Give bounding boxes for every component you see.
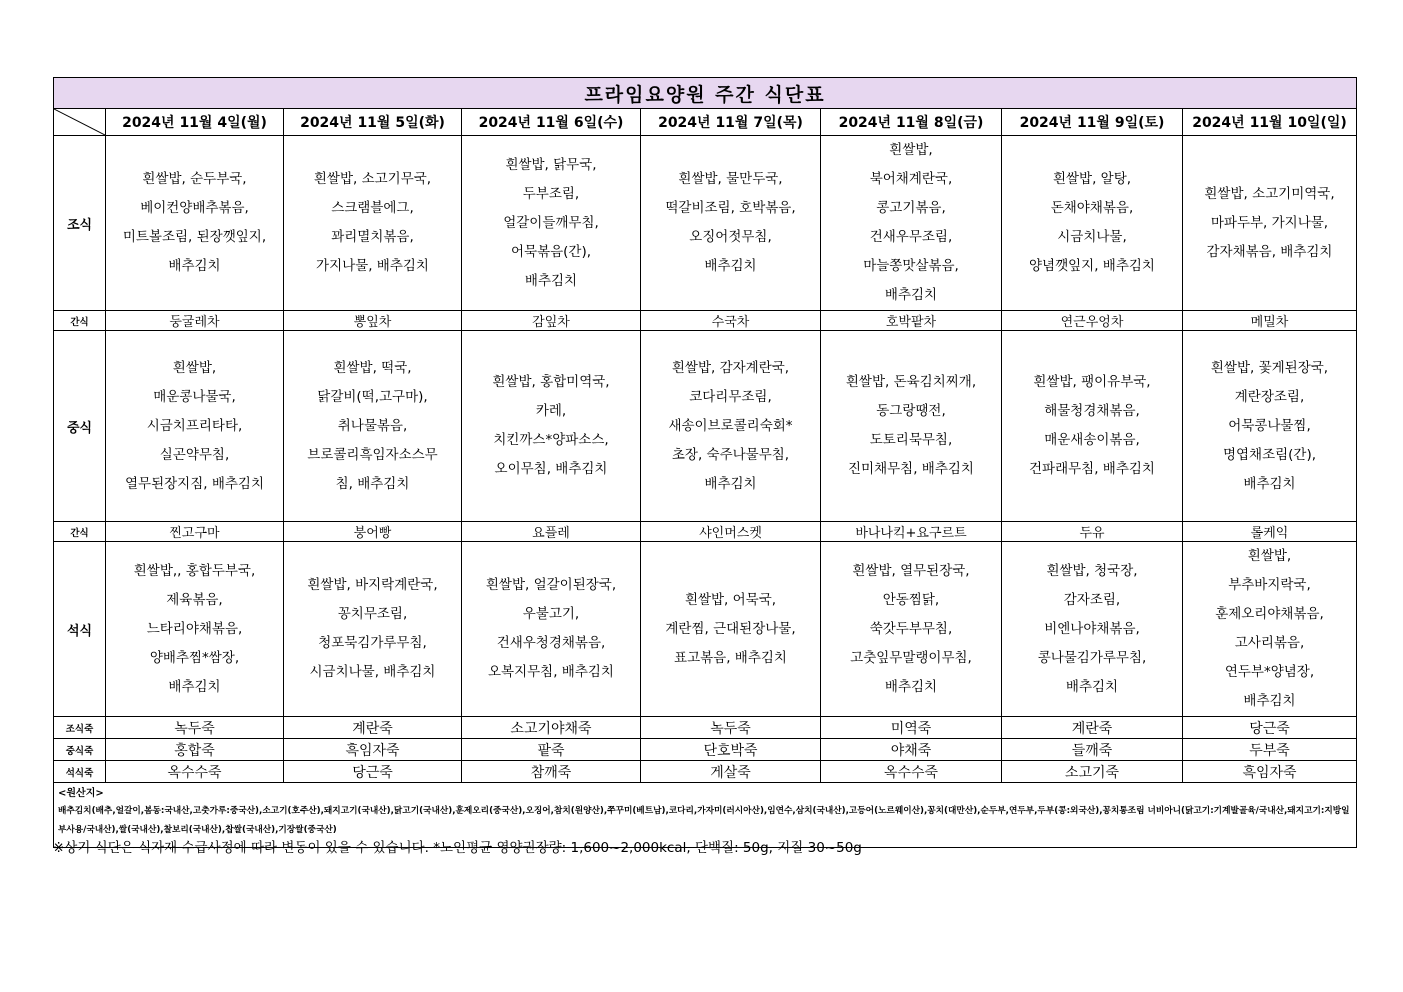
snack1-row [54, 311, 1357, 331]
menu-cell: 녹두죽 [106, 717, 284, 739]
menu-line: 매운콩나물국, [153, 388, 236, 405]
menu-line: 우불고기, [522, 606, 580, 622]
menu-line: 흰쌀밥,, 홍합두부국, [133, 562, 256, 579]
menu-cell: 녹두죽 [641, 717, 821, 739]
menu-line: 건새우무조림, [869, 229, 953, 245]
menu-cell: 두유 [1002, 522, 1183, 542]
menu-line: 흰쌀밥, 열무된장국, [852, 562, 970, 579]
menu-line: 배추김치 [1065, 678, 1119, 695]
menu-line: 베이컨양배추볶음, [140, 200, 249, 216]
menu-line: 닭갈비(떡,고구마), [317, 388, 428, 405]
menu-line: 마늘쫑맛살볶음, [863, 258, 959, 274]
menu-line: 침, 배추김치 [335, 475, 410, 492]
menu-line: 실곤약무침, [159, 446, 230, 463]
menu-line: 연두부*양념장, [1224, 664, 1315, 680]
menu-line: 청포묵김가루무침, [318, 635, 427, 651]
menu-line: 마파두부, 가지나물, [1210, 214, 1329, 231]
menu-line: 계란찜, 근대된장나물, [665, 620, 796, 637]
day-header: 2024년 11월 8일(금) [821, 109, 1002, 136]
menu-line: 어묵볶음(간), [510, 243, 592, 260]
menu-line: 흰쌀밥, 알탕, [1052, 171, 1132, 187]
menu-line: 치킨까스*양파소스, [493, 432, 609, 448]
menu-cell: 둥굴레차 [106, 311, 284, 331]
menu-cell [1002, 136, 1183, 311]
menu-line: 시금치나물, 배추김치 [309, 664, 436, 680]
menu-line: 흰쌀밥, 돈육김치찌개, [845, 374, 977, 390]
menu-cell: 메밀차 [1183, 311, 1357, 331]
menu-line: 초장, 숙주나물무침, [671, 446, 790, 463]
menu-line: 표고볶음, 배추김치 [674, 649, 787, 666]
menu-line: 고사리볶음, [1234, 635, 1305, 651]
menu-line: 양배추찜*쌈장, [149, 649, 240, 666]
corner-cell [54, 109, 106, 136]
menu-line: 가지나물, 배추김치 [316, 258, 429, 274]
menu-title: 프라임요양원 주간 식단표 [54, 78, 1357, 109]
menu-line: 건새우청경채볶음, [496, 635, 606, 651]
menu-cell: 미역죽 [821, 717, 1002, 739]
menu-line: 흰쌀밥, [172, 359, 217, 376]
menu-line: 계란장조림, [1234, 388, 1305, 405]
menu-cell: 붕어빵 [284, 522, 462, 542]
menu-line: 배추김치 [884, 287, 938, 303]
menu-line: 감자조림, [1063, 591, 1121, 608]
menu-line: 흰쌀밥, 팽이유부국, [1033, 374, 1151, 390]
menu-cell [641, 331, 821, 522]
row-label: 중식 [54, 331, 106, 522]
day-header: 2024년 11월 4일(월) [106, 109, 284, 136]
menu-line: 흰쌀밥, 닭무국, [505, 156, 597, 173]
menu-line: 배추김치 [168, 258, 221, 274]
row-label: 조식 [54, 136, 106, 311]
porridge-lunch-row [54, 739, 1357, 761]
menu-cell [284, 331, 462, 522]
menu-cell [1183, 331, 1357, 522]
menu-line: 얼갈이들깨무침, [503, 214, 599, 231]
day-header: 2024년 11월 9일(토) [1002, 109, 1183, 136]
menu-line: 흰쌀밥, 청국장, [1046, 562, 1138, 579]
menu-line: 열무된장지짐, 배추김치 [125, 475, 264, 492]
menu-cell: 감잎차 [462, 311, 641, 331]
menu-line: 흰쌀밥, 꽃게된장국, [1210, 359, 1329, 376]
footnote: ※상기 식단은 식자재 수급사정에 따라 변동이 있을 수 있습니다. *노인평균 영양권장량: 1,600~2,000kcal, 단백질: 50g, 지질 30~50g [53, 840, 862, 856]
row-label: 간식 [54, 311, 106, 331]
menu-cell: 팥죽 [462, 739, 641, 761]
menu-line: 떡갈비조림, 호박볶음, [665, 200, 796, 216]
menu-line: 흰쌀밥, 바지락계란국, [307, 577, 438, 593]
menu-cell [284, 136, 462, 311]
menu-cell [106, 136, 284, 311]
menu-line: 안동찜닭, [882, 591, 940, 608]
menu-cell: 호박팥차 [821, 311, 1002, 331]
menu-cell: 계란죽 [284, 717, 462, 739]
menu-line: 흰쌀밥, 물만두국, [678, 171, 783, 187]
menu-line: 오복지무침, 배추김치 [488, 664, 614, 680]
menu-line: 돈채야채볶음, [1050, 200, 1134, 216]
menu-line: 도토리묵무침, [869, 432, 953, 448]
menu-line: 흰쌀밥, 떡국, [333, 359, 412, 376]
menu-cell [1183, 542, 1357, 717]
menu-line: 콩고기볶음, [876, 200, 946, 216]
menu-cell: 흑임자죽 [1183, 761, 1357, 783]
menu-cell: 당근죽 [1183, 717, 1357, 739]
menu-line: 배추김치 [1243, 693, 1296, 709]
menu-line: 고춧잎무말랭이무침, [850, 649, 972, 666]
menu-cell: 찐고구마 [106, 522, 284, 542]
menu-cell [821, 331, 1002, 522]
menu-cell: 참깨죽 [462, 761, 641, 783]
day-header: 2024년 11월 10일(일) [1183, 109, 1357, 136]
weekly-menu-table [53, 77, 1357, 848]
menu-line: 양념깻잎지, 배추김치 [1029, 258, 1155, 274]
menu-line: 배추김치 [704, 258, 757, 274]
menu-line: 흰쌀밥, 순두부국, [142, 171, 247, 187]
menu-cell [1002, 331, 1183, 522]
menu-line: 흰쌀밥, 감자계란국, [671, 359, 790, 376]
row-label: 석식죽 [54, 761, 106, 783]
origin-heading: <원산지> [58, 788, 104, 799]
menu-cell: 야채죽 [821, 739, 1002, 761]
menu-line: 시금치프리타타, [146, 417, 243, 434]
menu-cell [284, 542, 462, 717]
menu-line: 꽁치무조림, [337, 606, 408, 622]
menu-line: 흰쌀밥, [1247, 548, 1292, 564]
menu-cell [106, 331, 284, 522]
menu-line: 배추김치 [704, 475, 757, 492]
menu-cell [462, 331, 641, 522]
menu-cell [462, 136, 641, 311]
menu-cell [641, 136, 821, 311]
menu-cell: 옥수수죽 [106, 761, 284, 783]
menu-line: 흰쌀밥, 얼갈이된장국, [485, 577, 617, 593]
menu-line: 쑥갓두부무침, [869, 620, 953, 637]
menu-line: 매운새송이볶음, [1044, 432, 1140, 448]
menu-line: 꽈리멸치볶음, [331, 229, 414, 245]
menu-line: 배추김치 [524, 272, 578, 289]
menu-cell: 흑임자죽 [284, 739, 462, 761]
menu-line: 흰쌀밥, 소고기미역국, [1204, 185, 1335, 202]
menu-cell [1002, 542, 1183, 717]
menu-line: 제육볶음, [166, 591, 223, 608]
menu-line: 배추김치 [884, 678, 938, 695]
menu-line: 새송이브로콜리숙회* [668, 417, 793, 434]
breakfast-row [54, 136, 1357, 311]
menu-line: 시금치나물, [1057, 229, 1127, 245]
menu-cell: 단호박죽 [641, 739, 821, 761]
menu-cell: 게살죽 [641, 761, 821, 783]
row-label: 간식 [54, 522, 106, 542]
origin-text: 배추김치(배추,얼갈이,봄동:국내산,고춧가루:중국산),소고기(호주산),돼지고기(국내산),닭고기(국내산),훈제오리(중국산),오징어,참치(원양산),쭈꾸미(베트남),코다리,가자미(러시아산),임연수,삼치(국내산),고등어(노르웨이산),꽁치(대만산),순두부,연두부,두부(콩:외국산),꽁치통조림 너비아니(닭고기:기계발골육/국내산,돼지고기:지방일부사용/국내산),쌀(국내산),찰보리(국내산),찹쌀(국내산),기장쌀(중국산) [58, 806, 1350, 835]
menu-line: 비엔나야채볶음, [1044, 620, 1140, 637]
menu-line: 동그랑땡전, [876, 403, 946, 419]
menu-cell: 롤케익 [1183, 522, 1357, 542]
menu-line: 흰쌀밥, 어묵국, [684, 591, 777, 608]
menu-line: 미트볼조림, 된장깻잎지, [122, 229, 267, 245]
menu-cell [1183, 136, 1357, 311]
menu-cell [641, 542, 821, 717]
menu-cell: 계란죽 [1002, 717, 1183, 739]
menu-line: 어묵콩나물찜, [1228, 417, 1311, 434]
menu-line: 흰쌀밥, 소고기무국, [313, 171, 432, 187]
menu-line: 브로콜리흑임자소스무 [307, 446, 438, 463]
day-header: 2024년 11월 6일(수) [462, 109, 641, 136]
dinner-row [54, 542, 1357, 717]
menu-line: 느타리야채볶음, [146, 620, 243, 637]
menu-line: 감자채볶음, 배추김치 [1206, 243, 1333, 260]
menu-cell: 당근죽 [284, 761, 462, 783]
menu-line: 명엽채조림(간), [1222, 446, 1317, 463]
menu-cell: 샤인머스켓 [641, 522, 821, 542]
menu-cell: 요플레 [462, 522, 641, 542]
menu-cell [821, 136, 1002, 311]
menu-line: 취나물볶음, [337, 417, 408, 434]
row-label: 조식죽 [54, 717, 106, 739]
menu-cell [462, 542, 641, 717]
menu-line: 부추바지락국, [1228, 577, 1311, 593]
menu-cell: 바나나킥+요구르트 [821, 522, 1002, 542]
porridge-dinner-row [54, 761, 1357, 783]
menu-line: 훈제오리야채볶음, [1215, 606, 1324, 622]
menu-cell: 홍합죽 [106, 739, 284, 761]
menu-line: 스크램블에그, [331, 200, 414, 216]
menu-line: 흰쌀밥, 홍합미역국, [492, 374, 610, 390]
menu-line: 카레, [535, 403, 567, 419]
menu-cell: 소고기야채죽 [462, 717, 641, 739]
menu-cell [106, 542, 284, 717]
menu-line: 건파래무침, 배추김치 [1029, 461, 1155, 477]
menu-line: 배추김치 [168, 678, 221, 695]
menu-cell: 소고기죽 [1002, 761, 1183, 783]
menu-cell: 두부죽 [1183, 739, 1357, 761]
menu-cell: 옥수수죽 [821, 761, 1002, 783]
snack2-row [54, 522, 1357, 542]
menu-cell: 뽕잎차 [284, 311, 462, 331]
menu-cell: 수국차 [641, 311, 821, 331]
menu-line: 두부조림, [522, 185, 580, 202]
row-label: 석식 [54, 542, 106, 717]
menu-cell: 들깨죽 [1002, 739, 1183, 761]
menu-line: 콩나물김가루무침, [1037, 649, 1147, 666]
menu-line: 진미채무침, 배추김치 [848, 461, 974, 477]
menu-line: 배추김치 [1243, 475, 1296, 492]
menu-line: 코다리무조림, [689, 388, 772, 405]
menu-cell [821, 542, 1002, 717]
menu-line: 흰쌀밥, [889, 142, 933, 158]
menu-line: 북어채계란국, [869, 171, 953, 187]
row-label: 중식죽 [54, 739, 106, 761]
lunch-row [54, 331, 1357, 522]
day-header: 2024년 11월 7일(목) [641, 109, 821, 136]
day-header: 2024년 11월 5일(화) [284, 109, 462, 136]
menu-line: 오이무침, 배추김치 [494, 461, 608, 477]
porridge-breakfast-row [54, 717, 1357, 739]
menu-line: 오징어젓무침, [689, 229, 772, 245]
menu-cell: 연근우엉차 [1002, 311, 1183, 331]
menu-line: 해물청경채볶음, [1044, 403, 1140, 419]
